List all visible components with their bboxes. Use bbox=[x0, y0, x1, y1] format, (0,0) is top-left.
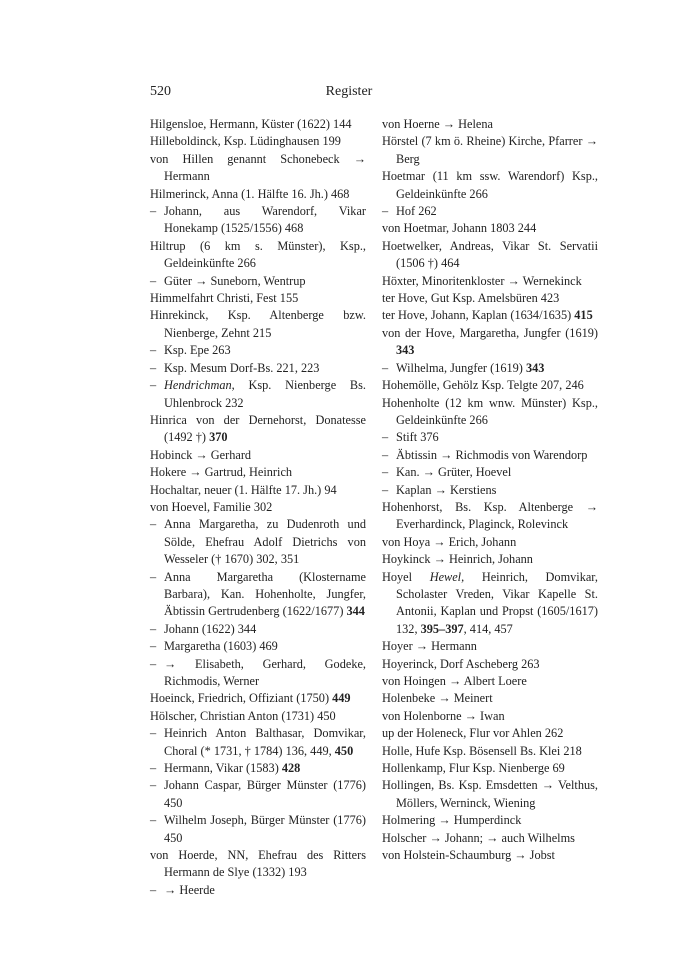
index-entry bbox=[382, 238, 598, 273]
subentry-dash: – bbox=[150, 343, 157, 358]
index-entry bbox=[150, 412, 366, 447]
index-entry bbox=[382, 307, 598, 324]
entry-text: Wilhelma, Jungfer (1619) bbox=[396, 360, 526, 375]
entry-text: Hoetwelker, Andreas, Vikar St. Servatii (1506 †) 464 bbox=[382, 238, 598, 271]
page-ref-bold: 450 bbox=[334, 743, 354, 758]
entry-text: Hollingen, Bs. Ksp. Emsdetten → Velthus, Möllers, Werninck, Wiening bbox=[382, 778, 598, 810]
index-subentry bbox=[150, 377, 366, 412]
entry-text: Heinrich, Domvikar, Scholaster Vreden, Vikar Kapelle St. Antonii, Kaplan und Propst (1605/1617) 132, bbox=[396, 569, 598, 636]
index-entry bbox=[150, 116, 366, 133]
index-entry bbox=[382, 777, 598, 812]
entry-text: von Hoerne → Helena bbox=[382, 117, 493, 131]
subentry-dash: – bbox=[150, 273, 157, 288]
index-subentry bbox=[150, 777, 366, 812]
entry-text: Güter → Suneborn, Wentrup bbox=[164, 273, 306, 288]
entry-text: von Hoevel, Familie 302 bbox=[150, 499, 273, 514]
entry-text: Holenbeke → Meinert bbox=[382, 691, 493, 706]
entry-text: Kaplan → Kerstiens bbox=[396, 482, 497, 497]
index-entry bbox=[382, 551, 598, 568]
entry-text: Ksp. Nienberge Bs. Uhlenbrock 232 bbox=[164, 378, 366, 410]
index-subentry bbox=[382, 464, 598, 481]
entry-text: von Hoetmar, Johann 1803 244 bbox=[382, 221, 537, 236]
index-entry bbox=[382, 116, 598, 133]
index-entry bbox=[382, 220, 598, 237]
entry-text: Hölscher, Christian Anton (1731) 450 bbox=[150, 708, 336, 723]
entry-text: von Hillen genannt Schonebeck → Hermann bbox=[150, 151, 366, 184]
entry-text: Höxter, Minoritenkloster → Wernekinck bbox=[382, 273, 582, 288]
entry-text: Hokere → Gartrud, Heinrich bbox=[150, 465, 293, 480]
page-ref-bold: 415 bbox=[574, 308, 593, 323]
subentry-dash: – bbox=[150, 569, 157, 584]
index-subentry bbox=[150, 273, 366, 290]
entry-text: Äbtissin → Richmodis von Warendorp bbox=[396, 447, 588, 462]
index-entry bbox=[382, 273, 598, 290]
index-entry bbox=[382, 569, 598, 639]
entry-text: Hiltrup (6 km s. Münster), Ksp., Geldeinkünfte 266 bbox=[150, 238, 366, 271]
entry-text: Heinrich Anton Balthasar, Domvikar, Choral (* 1731, † 1784) 136, 449, bbox=[164, 726, 366, 758]
subentry-dash: – bbox=[150, 621, 157, 636]
page-ref-bold: 449 bbox=[332, 691, 351, 706]
entry-text: Hilgensloe, Hermann, Küster (1622) 144 bbox=[150, 117, 352, 131]
entry-text: Ksp. Mesum Dorf-Bs. 221, 223 bbox=[164, 360, 320, 375]
entry-text: von Hoya → Erich, Johann bbox=[382, 534, 517, 549]
entry-text: Hohenholte (12 km wnw. Münster) Ksp., Geldeinkünfte 266 bbox=[382, 395, 598, 427]
index-entry bbox=[382, 812, 598, 829]
entry-text: Hoeinck, Friedrich, Offiziant (1750) bbox=[150, 691, 333, 706]
subentry-dash: – bbox=[150, 813, 157, 828]
index-entry bbox=[382, 499, 598, 534]
entry-text: Hoyel bbox=[382, 569, 430, 584]
index-entry bbox=[382, 377, 598, 394]
index-subentry bbox=[150, 638, 366, 655]
entry-text: Hochaltar, neuer (1. Hälfte 17. Jh.) 94 bbox=[150, 482, 337, 497]
subentry-dash: – bbox=[150, 360, 157, 375]
entry-text: von Holstein-Schaumburg → Jobst bbox=[382, 848, 555, 863]
page-ref-bold: 370 bbox=[209, 430, 228, 445]
page-ref-bold: 395–397 bbox=[420, 621, 464, 636]
subentry-dash: – bbox=[150, 761, 157, 776]
index-entry bbox=[150, 847, 366, 882]
index-entry bbox=[150, 307, 366, 342]
index-entry bbox=[382, 690, 598, 707]
index-subentry bbox=[150, 760, 366, 777]
index-entry bbox=[382, 534, 598, 551]
index-subentry bbox=[382, 447, 598, 464]
name-variant-italic: Hewel, bbox=[429, 569, 465, 584]
page-ref-bold: 343 bbox=[525, 360, 545, 375]
entry-text: Margaretha (1603) 469 bbox=[164, 639, 278, 654]
entry-text: von Hoingen → Albert Loere bbox=[382, 674, 527, 688]
subentry-dash: – bbox=[382, 447, 389, 462]
index-entry bbox=[382, 290, 598, 307]
index-entry bbox=[382, 133, 598, 168]
entry-text: Hohenhorst, Bs. Ksp. Altenberge → Everhardinck, Plaginck, Rolevinck bbox=[382, 499, 598, 532]
subentry-dash: – bbox=[382, 430, 389, 445]
entry-text: → Heerde bbox=[164, 882, 215, 897]
index-entry bbox=[382, 395, 598, 430]
page-header bbox=[150, 84, 548, 102]
index-entry bbox=[150, 238, 366, 273]
entry-text: Johann, aus Warendorf, Vikar Honekamp (1525/1556) 468 bbox=[164, 204, 366, 236]
entry-text: Wilhelm Joseph, Bürger Münster (1776) 450 bbox=[164, 813, 366, 845]
index-subentry bbox=[150, 342, 366, 359]
running-title: Register bbox=[325, 84, 373, 99]
entry-text: Hof 262 bbox=[396, 204, 437, 219]
entry-text: Hollenkamp, Flur Ksp. Nienberge 69 bbox=[382, 761, 565, 776]
entry-text: Hoyer → Hermann bbox=[382, 639, 477, 654]
entry-text: ter Hove, Gut Ksp. Amelsbüren 423 bbox=[382, 291, 560, 306]
index-entry bbox=[382, 708, 598, 725]
entry-text: Hinrekinck, Ksp. Altenberge bzw. Nienberge, Zehnt 215 bbox=[150, 308, 366, 340]
index-entry bbox=[150, 690, 366, 707]
name-variant-italic: Hendrichman, bbox=[164, 378, 235, 393]
subentry-dash: – bbox=[382, 465, 389, 480]
entry-text: up der Holeneck, Flur vor Ahlen 262 bbox=[382, 726, 564, 741]
index-entry bbox=[382, 656, 598, 673]
entry-text: Hermann, Vikar (1583) bbox=[164, 761, 282, 776]
subentry-dash: – bbox=[150, 882, 157, 897]
entry-text: Anna Margaretha, zu Dudenroth und Sölde, Ehefrau Adolf Dietrichs von Wesseler († 1670) 302, 351 bbox=[164, 517, 366, 567]
index-subentry bbox=[150, 656, 366, 691]
entry-text: , 414, 457 bbox=[463, 621, 513, 636]
entry-text: von Hoerde, NN, Ehefrau des Ritters Hermann de Slye (1332) 193 bbox=[150, 848, 366, 880]
index-entry bbox=[382, 743, 598, 760]
index-subentry bbox=[382, 429, 598, 446]
entry-text: Stift 376 bbox=[396, 430, 439, 445]
entry-text: Hoyerinck, Dorf Ascheberg 263 bbox=[382, 656, 540, 671]
page-ref-bold: 428 bbox=[281, 761, 301, 776]
entry-text: Kan. → Grüter, Hoevel bbox=[396, 465, 512, 480]
index-subentry bbox=[150, 725, 366, 760]
subentry-dash: – bbox=[150, 726, 157, 741]
index-entry bbox=[382, 325, 598, 360]
index-entry bbox=[150, 447, 366, 464]
index-entry bbox=[150, 133, 366, 150]
entry-text: Himmelfahrt Christi, Fest 155 bbox=[150, 291, 299, 306]
index-subentry bbox=[382, 360, 598, 377]
index-subentry bbox=[150, 360, 366, 377]
index-subentry bbox=[150, 621, 366, 638]
entry-text: Holle, Hufe Ksp. Bösensell Bs. Klei 218 bbox=[382, 743, 582, 758]
entry-text: von Holenborne → Iwan bbox=[382, 708, 505, 723]
subentry-dash: – bbox=[150, 778, 157, 793]
index-subentry bbox=[150, 882, 366, 899]
subentry-dash: – bbox=[150, 639, 157, 654]
index-subentry bbox=[150, 203, 366, 238]
index-entry bbox=[150, 290, 366, 307]
page-ref-bold: 344 bbox=[346, 604, 365, 619]
entry-text: von der Hove, Margaretha, Jungfer (1619) bbox=[382, 325, 598, 340]
page-ref-bold: 343 bbox=[396, 343, 415, 358]
index-entry bbox=[150, 464, 366, 481]
index-entry bbox=[150, 499, 366, 516]
entry-text: Hoykinck → Heinrich, Johann bbox=[382, 552, 533, 567]
entry-text: Johann Caspar, Bürger Münster (1776) 450 bbox=[164, 778, 366, 810]
index-entry bbox=[150, 151, 366, 186]
entry-text: ter Hove, Johann, Kaplan (1634/1635) bbox=[382, 308, 575, 323]
index-entry bbox=[382, 673, 598, 690]
page-number: 520 bbox=[150, 84, 171, 99]
index-entry bbox=[382, 830, 598, 847]
entry-text: Hörstel (7 km ö. Rheine) Kirche, Pfarrer → Berg bbox=[382, 134, 598, 166]
entry-text: Anna Margaretha (Klostername Barbara), Kan. Hohenholte, Jungfer, Äbtissin Gertrudenberg (1622/1677) bbox=[164, 569, 366, 619]
index-entry bbox=[150, 708, 366, 725]
subentry-dash: – bbox=[382, 482, 389, 497]
index-entry bbox=[150, 186, 366, 203]
index-entry bbox=[150, 482, 366, 499]
entry-text: Hilleboldinck, Ksp. Lüdinghausen 199 bbox=[150, 134, 341, 149]
entry-text: Johann (1622) 344 bbox=[164, 621, 257, 636]
index-subentry bbox=[382, 482, 598, 499]
entry-text: Hobinck → Gerhard bbox=[150, 447, 252, 462]
subentry-dash: – bbox=[150, 656, 157, 671]
entry-text: Holscher → Johann; → auch Wilhelms bbox=[382, 830, 575, 845]
subentry-dash: – bbox=[382, 360, 389, 375]
index-subentry bbox=[382, 203, 598, 220]
entry-text: Ksp. Epe 263 bbox=[164, 343, 231, 358]
entry-text: Holmering → Humperdinck bbox=[382, 813, 522, 828]
index-subentry bbox=[150, 812, 366, 847]
index-subentry bbox=[150, 569, 366, 621]
index-entry bbox=[382, 847, 598, 864]
index-entry bbox=[382, 760, 598, 777]
index-subentry bbox=[150, 516, 366, 568]
index-entry bbox=[382, 638, 598, 655]
subentry-dash: – bbox=[150, 378, 157, 393]
index-column-right bbox=[382, 116, 598, 864]
subentry-dash: – bbox=[382, 204, 389, 219]
entry-text: Hilmerinck, Anna (1. Hälfte 16. Jh.) 468 bbox=[150, 186, 350, 201]
index-column-left bbox=[150, 116, 366, 899]
entry-text: Hinrica von der Dernehorst, Donatesse (1492 †) bbox=[150, 412, 366, 445]
subentry-dash: – bbox=[150, 204, 157, 219]
entry-text: → Elisabeth, Gerhard, Godeke, Richmodis, Werner bbox=[164, 656, 366, 688]
subentry-dash: – bbox=[150, 517, 157, 532]
index-entry bbox=[382, 168, 598, 203]
index-entry bbox=[382, 725, 598, 742]
entry-text: Hohemölle, Gehölz Ksp. Telgte 207, 246 bbox=[382, 378, 584, 393]
entry-text: Hoetmar (11 km ssw. Warendorf) Ksp., Geldeinkünfte 266 bbox=[382, 169, 598, 201]
